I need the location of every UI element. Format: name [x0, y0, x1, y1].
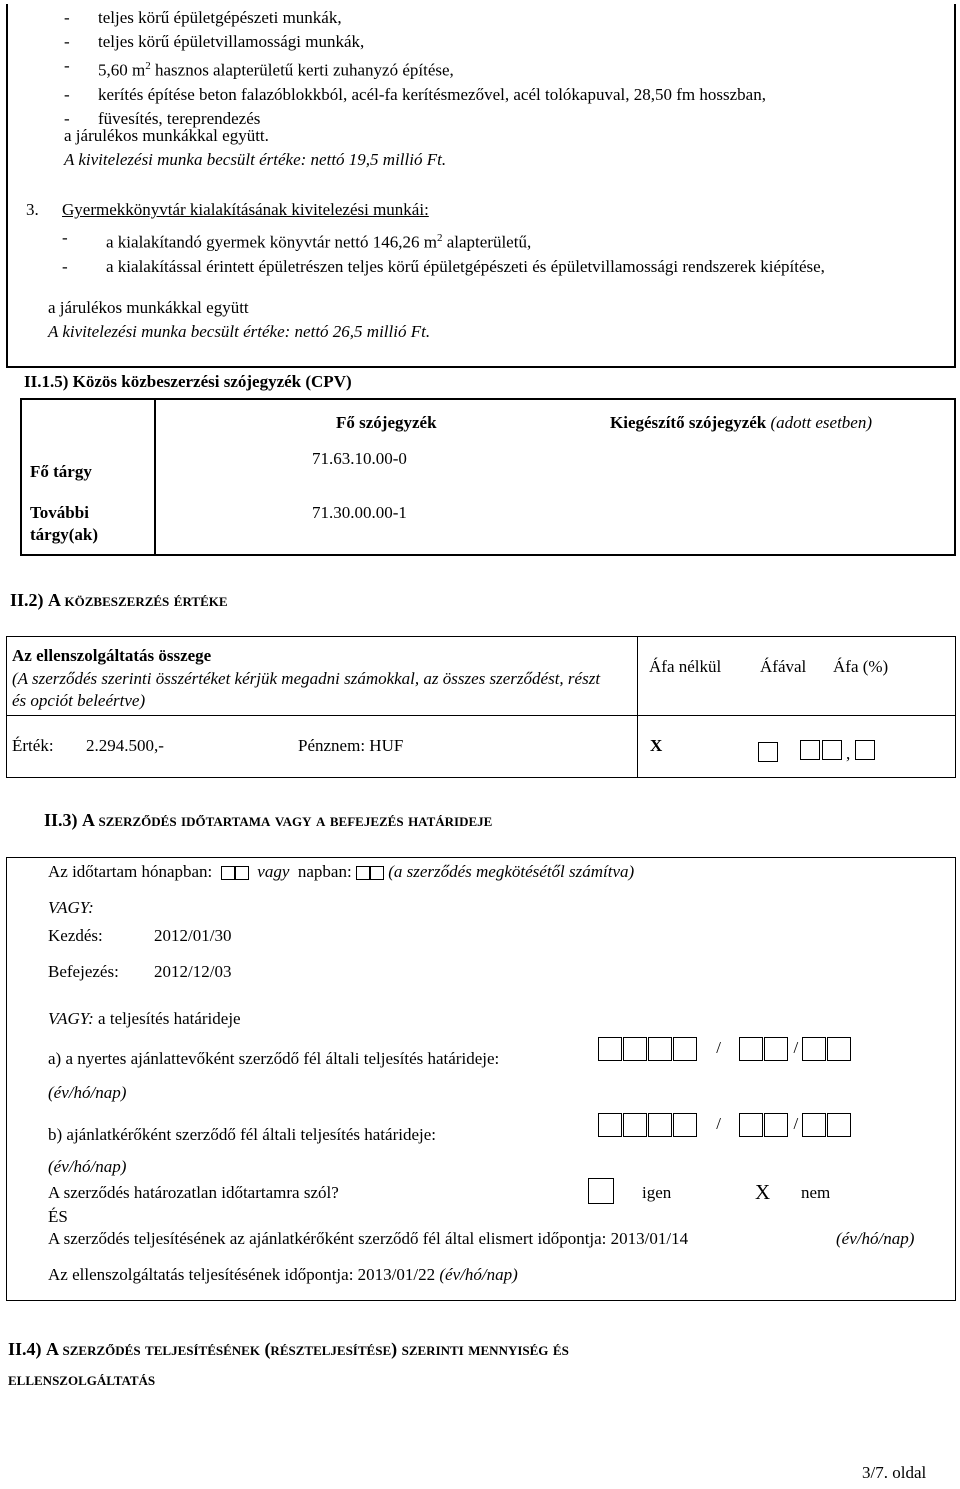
bullet-text: alapterületű,: [442, 232, 532, 252]
bullet-text: hasznos alapterületű kerti zuhanyzó építése,: [150, 60, 454, 80]
slash: /: [716, 1037, 721, 1057]
col-afaval: Áfával: [760, 657, 807, 676]
cpv-row-other-label-1: További: [30, 503, 89, 522]
indefinite-question: A szerződés határozatlan időtartamra szól?: [48, 1183, 339, 1202]
deadline-b-boxes: [598, 1113, 852, 1137]
heading-text-1: A szerződés teljesítésének (részteljesítése) szerinti mennyiség és: [46, 1339, 569, 1359]
heading-text-2: ellenszolgáltatás: [8, 1369, 156, 1389]
slash: /: [793, 1037, 799, 1057]
col-afa-percent: Áfa (%): [833, 657, 889, 676]
es-label: ÉS: [48, 1207, 68, 1226]
heading-text: A közbeszerzés értéke: [48, 590, 228, 610]
afaval-checkbox[interactable]: [758, 742, 778, 762]
nem-label: nem: [801, 1183, 831, 1202]
napban-label: napban:: [297, 862, 352, 881]
cpv-row-other-value: 71.30.00.00-1: [312, 503, 407, 522]
months-box-2[interactable]: [235, 866, 249, 880]
deadline-b-format: (év/hó/nap): [48, 1157, 127, 1176]
afa-comma: ,: [846, 744, 851, 763]
date-box[interactable]: [673, 1113, 697, 1137]
napban-note: (a szerződés megkötésétől számítva): [388, 862, 635, 881]
bullet-text: a kialakítással érintett épületrészen teljes körű épületgépészeti és épületvillamossági rendszerek kiépítése,: [106, 256, 825, 276]
date-box[interactable]: [623, 1037, 647, 1061]
item3-estimated-value: A kivitelezési munka becsült értéke: nettó 26,5 millió Ft.: [48, 322, 431, 341]
cpv-divider: [154, 398, 156, 556]
heading-number: II.2): [10, 590, 44, 610]
date-box[interactable]: [598, 1037, 622, 1061]
deadline-b-label: b) ajánlatkérőként szerződő fél általi teljesítés határideje:: [48, 1125, 436, 1144]
afa-percent-box-2[interactable]: [822, 740, 842, 760]
ellenszolg-text: Az ellenszolgáltatás teljesítésének időpontja: 2013/01/22: [48, 1265, 436, 1284]
date-box[interactable]: [598, 1113, 622, 1137]
jarulekos-text: a járulékos munkákkal együtt.: [64, 126, 269, 145]
elismert-row: [48, 1229, 948, 1249]
estimated-value: A kivitelezési munka becsült értéke: nettó 19,5 millió Ft.: [64, 150, 447, 169]
afa-percent-box-1[interactable]: [800, 740, 820, 760]
section-ii4-heading: [8, 1334, 908, 1394]
section-ii3-heading: [44, 810, 492, 831]
igen-checkbox[interactable]: [588, 1178, 614, 1204]
bullet-text: teljes körű épületgépészeti munkák,: [98, 8, 342, 27]
heading-number: II.4): [8, 1339, 42, 1359]
item3-jarulekos: a járulékos munkákkal együtt: [48, 298, 249, 317]
deadline-a-boxes: [598, 1037, 852, 1061]
igen-label: igen: [642, 1183, 672, 1202]
cpv-col-extra-note: (adott esetben): [770, 413, 872, 432]
bullet-text: teljes körű épületvillamossági munkák,: [98, 32, 365, 51]
value-table-vline: [637, 636, 638, 778]
vagy-text: VAGY:: [48, 1009, 94, 1028]
months-box-1[interactable]: [221, 866, 235, 880]
vagy-text: vagy: [257, 862, 290, 881]
days-box-1[interactable]: [356, 866, 370, 880]
afa-percent-box-3[interactable]: [855, 740, 875, 760]
date-box[interactable]: [802, 1113, 826, 1137]
befejezes-label: Befejezés:: [48, 962, 119, 981]
heading-text: A szerződés időtartama vagy a befejezés határideje: [82, 810, 493, 830]
date-box[interactable]: [648, 1037, 672, 1061]
date-box[interactable]: [827, 1037, 851, 1061]
item3-bullets: - a kialakítandó gyermek könyvtár nettó 146,26 $m^2$ alapterületű, - a kialakítással érintett épületrészen teljes körű épületgépészeti és épületvillamossági rendszerek kiépítése,: [62, 228, 825, 276]
days-box-2[interactable]: [370, 866, 384, 880]
bullet-text: füvesítés, tereprendezés: [98, 108, 261, 128]
superscript: 2: [436, 232, 443, 244]
vagy-label-1: VAGY:: [48, 898, 94, 917]
befejezes-value: 2012/12/03: [154, 962, 232, 981]
heading-number: II.3): [44, 810, 78, 830]
penznem: Pénznem: HUF: [298, 736, 404, 755]
date-box[interactable]: [764, 1113, 788, 1137]
date-box[interactable]: [764, 1037, 788, 1061]
col-afa-nelkul: Áfa nélkül: [649, 657, 722, 676]
date-box[interactable]: [648, 1113, 672, 1137]
elismert-text: A szerződés teljesítésének az ajánlatkérőként szerződő fél által elismert időpontja: 2013/01/14: [48, 1229, 689, 1248]
value-table-hline: [6, 715, 956, 716]
deadline-a-format: (év/hó/nap): [48, 1083, 127, 1102]
section-ii2-heading: [10, 590, 228, 611]
cpv-row-other-label: [30, 502, 98, 546]
cpv-row-main-label: Fő tárgy: [30, 462, 92, 481]
date-box[interactable]: [739, 1113, 763, 1137]
ertek-label: Érték:: [12, 736, 54, 755]
vagy-label-2: [48, 1009, 241, 1029]
elismert-note: (év/hó/nap): [836, 1229, 915, 1248]
bullet-text: a kialakítandó gyermek könyvtár nettó 146,26 m: [106, 232, 437, 252]
ellenszolg-note: (év/hó/nap): [439, 1265, 518, 1284]
slash: /: [716, 1113, 721, 1133]
kezdes-value: 2012/01/30: [154, 926, 232, 945]
bullet-text: kerítés építése beton falazóblokkból, acél-fa kerítésmezővel, acél tolókapuval, 28,50 fm hosszban,: [98, 84, 766, 104]
cpv-row-main-value: 71.63.10.00-0: [312, 449, 407, 468]
item3-title: Gyermekkönyvtár kialakításának kivitelezési munkái:: [62, 200, 429, 219]
superscript: 2: [145, 60, 151, 72]
value-note: (A szerződés szerinti összértéket kérjük megadni számokkal, az összes szerződést, részt és opciót beleértve): [12, 669, 601, 710]
date-box[interactable]: [673, 1037, 697, 1061]
cpv-heading: II.1.5) Közös közbeszerzési szójegyzék (CPV): [24, 372, 352, 391]
honap-label: Az időtartam hónapban:: [48, 862, 213, 881]
page-number: 3/7. oldal: [862, 1463, 927, 1482]
item3-number: 3.: [26, 200, 39, 219]
ertek-value: 2.294.500,-: [86, 736, 164, 755]
nem-mark: X: [755, 1180, 771, 1204]
ellenszolg-row: [48, 1265, 518, 1285]
scope-bullets: - teljes körű épületgépészeti munkák, - teljes körű épületvillamossági munkák, - 5,60 $m^2$ hasznos alapterületű kerti zuhanyzó építése, - kerítés építése beton falazóblokkból, acél-fa kerítésmezővel, acél tolókapuval, 28,50 fm hosszban, - füvesítés, tereprendezés: [64, 8, 766, 128]
kezdes-label: Kezdés:: [48, 926, 103, 945]
bullet-text: 5,60 m: [98, 60, 146, 80]
duration-months-row: [48, 862, 634, 882]
date-box[interactable]: [623, 1113, 647, 1137]
date-box[interactable]: [827, 1113, 851, 1137]
teljesites-hatarideje: a teljesítés határideje: [93, 1009, 241, 1028]
afa-nelkul-mark: X: [650, 736, 663, 755]
date-box[interactable]: [739, 1037, 763, 1061]
cpv-row-other-label-2: tárgy(ak): [30, 525, 98, 544]
value-title: Az ellenszolgáltatás összege: [12, 646, 212, 665]
cpv-col-extra: [610, 413, 872, 433]
cpv-col-main: Fő szójegyzék: [336, 413, 437, 432]
date-box[interactable]: [802, 1037, 826, 1061]
deadline-a-label: a) a nyertes ajánlattevőként szerződő fél általi teljesítés határideje:: [48, 1049, 500, 1068]
slash: /: [793, 1113, 799, 1133]
cpv-col-extra-label: Kiegészítő szójegyzék: [610, 413, 767, 432]
